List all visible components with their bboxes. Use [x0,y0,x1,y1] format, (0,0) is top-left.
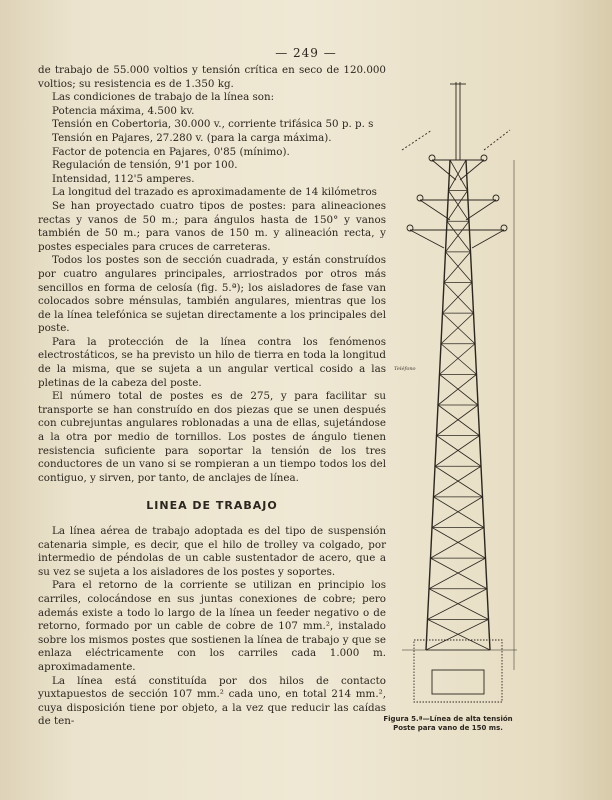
pylon-brace [410,230,444,248]
page-number: — 249 — [275,46,337,60]
paragraph: La línea aérea de trabajo adoptada es del tipo de suspensión catenaria simple, es decir, que el hilo de trolley va colgado, por intermedio de péndolas de un cable sustentador de acero, que a su vez se sujeta a los aisladores de los postes y soportes. [38,525,386,578]
caption-line: Figura 5.ª—Línea de alta tensión [383,715,513,723]
paragraph: de trabajo de 55.000 voltios y tensión crítica en seco de 120.000 voltios; su resistencia es de 1.350 kg. [38,64,386,90]
paragraph: Se han proyectado cuatro tipos de postes: para alineaciones rectas y vanos de 50 m.; para ángulos hasta de 150° y vanos también de 50 m.; para vanos de 150 m. y alineación recta, y postes especiales para cruces de carreteras. [38,199,386,253]
lattice-brace [449,191,470,222]
condition-item: Tensión en Cobertoria, 30.000 v., corriente trifásica 50 p. p. s [52,118,374,131]
condition-item: Regulación de tensión, 9'1 por 100. [52,159,238,172]
paragraph: La longitud del trazado es aproximadamente de 14 kilómetros [52,186,377,199]
lattice-brace [446,221,470,252]
condition-item: Intensidad, 112'5 amperes. [52,172,195,185]
condition-item: Factor de potencia en Pajares, 0'85 (mínimo). [52,145,290,158]
pylon-lattice [426,160,490,650]
clearance-line [402,130,432,150]
lattice-brace [443,313,476,344]
pylon-brace [472,230,504,248]
lattice-brace [447,221,471,252]
lattice-brace [434,466,482,497]
lattice-brace [443,283,473,314]
paragraph: Todos los postes son de sección cuadrada, y están construídos por cuatro angulares principales, arriostrados por otros más sencillos en forma de celosía (fig. 5.ª); los aisladores de fase van colocados sobre ménsulas, también angulares, mientras que los de la línea telefónica se sujetan directamente a los principales del poste. [38,254,386,335]
lattice-brace [444,283,474,314]
lattice-brace [441,344,477,375]
section-heading: LINEA DE TRABAJO [146,499,278,513]
caption-line: Poste para vano de 150 ms. [393,724,503,732]
lattice-brace [450,160,468,191]
conditions-intro: Las condiciones de trabajo de la línea son: [52,91,275,104]
pylon-brace [460,160,484,180]
foundation-block [432,670,484,694]
lattice-brace [428,619,491,650]
pylon-brace [466,200,496,220]
lattice-brace [440,344,476,375]
telefono-label: Teléfono [394,366,416,372]
lattice-brace [428,589,488,620]
lattice-brace [429,558,486,589]
lattice-brace [432,528,486,559]
lattice-brace [447,191,468,222]
lattice-brace [438,374,477,405]
lattice-brace [444,252,471,283]
lattice-brace [446,252,473,283]
lattice-brace [426,619,489,650]
lattice-brace [431,558,488,589]
text-column [38,64,386,729]
paragraph: El número total de postes es de 275, y para facilitar su transporte se han construído en dos piezas que se unen después con cubrejuntas angulares roblonadas a una de ellas, sujetándose a la otra por medio de tornillos. Los postes de ángulo tienen resistencia suficiente para soportar la tensión de los tres conductores de un vano si se rompieran a un tiempo todos los del contiguo, y sirven, por tanto, de anclajes de línea. [38,390,386,484]
lattice-brace [437,405,479,436]
lattice-brace [441,313,474,344]
lattice-brace [435,436,480,467]
lattice-brace [429,589,489,620]
lattice-brace [435,466,483,497]
lattice-brace [432,497,483,528]
lattice-brace [440,374,479,405]
condition-item: Tensión en Pajares, 27.280 v. (para la carga máxima). [52,131,332,144]
lattice-brace [434,497,485,528]
lattice-brace [449,160,467,191]
paragraph: Para el retorno de la corriente se utilizan en principio los carriles, colocándose en sus juntas conexiones de cobre; pero además existe a todo lo largo de la línea un feeder negativo o de retorno, formado por un cable de cobre de 107 mm.², instalado sobre los mismos postes que sostienen la línea de trabajo y que se enlaza eléctricamente con los carriles cada 1.000 m. aproximadamente. [38,579,386,673]
pylon-brace [432,160,456,180]
paragraph: Para la protección de la línea contra los fenómenos electrostáticos, se ha previsto un hilo de tierra en toda la longitud de la misma, que se sujeta a un angular vertical cosido a las pletinas de la cabeza del poste. [38,335,386,389]
pylon-brace [420,200,450,220]
pylon-drawing [392,70,532,730]
clearance-line [484,130,510,150]
paragraph: La línea está constituída por dos hilos de contacto yuxtapuestos de sección 107 mm.² cada uno, en total 214 mm.², cuya disposición tiene por objeto, a la vez que reducir las caídas de ten- [38,674,386,728]
pylon-figure [392,70,532,730]
lattice-brace [438,405,480,436]
lattice-brace [431,528,485,559]
figure-caption [378,715,518,733]
condition-item: Potencia máxima, 4.500 kv. [52,104,195,117]
lattice-brace [437,436,482,467]
